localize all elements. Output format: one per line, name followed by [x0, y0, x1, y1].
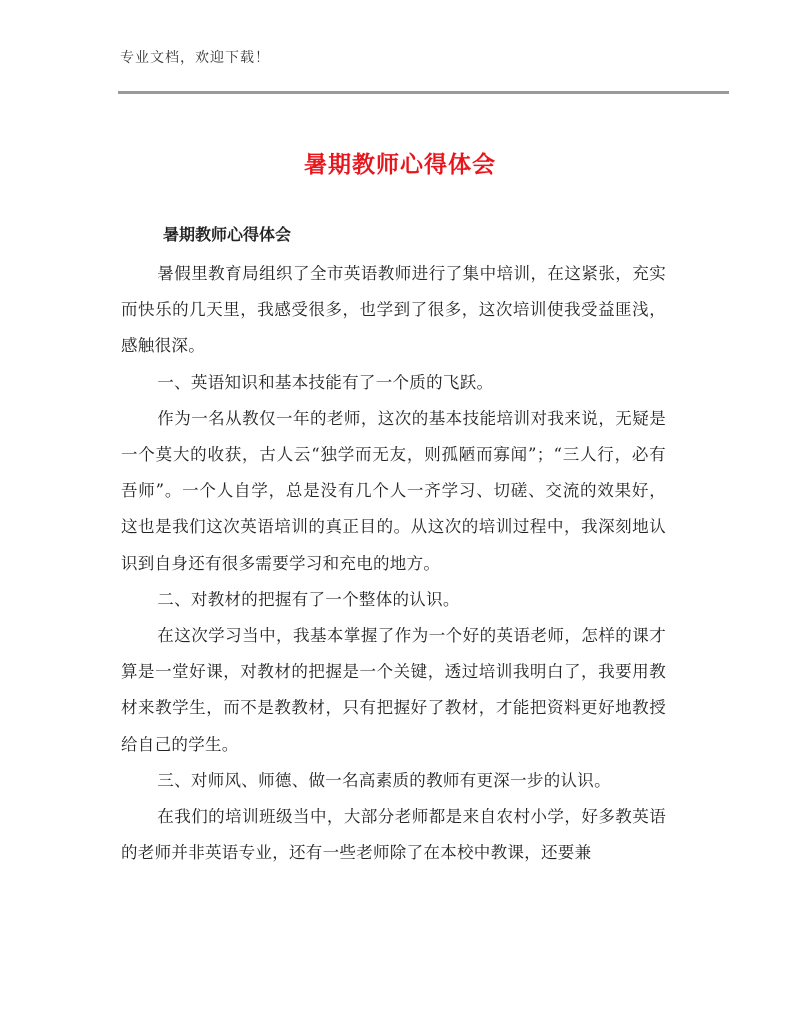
- paragraph-intro: 暑假里教育局组织了全市英语教师进行了集中培训，在这紧张，充实而快乐的几天里，我感受很多，也学到了很多，这次培训使我受益匪浅，感触很深。: [121, 264, 666, 356]
- header-divider: [118, 91, 729, 94]
- paragraph-section-3: 在我们的培训班级当中，大部分老师都是来自农村小学，好多教英语的老师并非英语专业，还有一些老师除了在本校中教课，还要兼: [121, 807, 666, 863]
- paragraph-section-2: 在这次学习当中，我基本掌握了作为一个好的英语老师，怎样的课才算是一堂好课，对教材的把握是一个关键，透过培训我明白了，我要用教材来教学生，而不是教教材，只有把握好了教材，才能把资料更好地教授给自己的学生。: [121, 626, 666, 754]
- section-heading-1: 一、英语知识和基本技能有了一个质的飞跃。: [157, 372, 494, 392]
- paragraph-section-1: 作为一名从教仅一年的老师，这次的基本技能培训对我来说，无疑是一个莫大的收获，古人云“独学而无友，则孤陋而寡闻”；“三人行，必有吾师”。一个人自学，总是没有几个人一齐学习、切磋、交流的效果好，这也是我们这次英语培训的真正目的。从这次的培训过程中，我深刻地认识到自身还有很多需要学习和充电的地方。: [121, 408, 666, 573]
- document-title: 暑期教师心得体会: [304, 152, 496, 178]
- header-text: 专业文档，欢迎下载！: [120, 50, 270, 66]
- document-body: [121, 256, 666, 871]
- section-heading-2: 二、对教材的把握有了一个整体的认识。: [157, 589, 460, 609]
- document-subtitle: 暑期教师心得体会: [163, 225, 292, 244]
- section-heading-3: 三、对师风、师德、做一名高素质的教师有更深一步的认识。: [157, 770, 611, 790]
